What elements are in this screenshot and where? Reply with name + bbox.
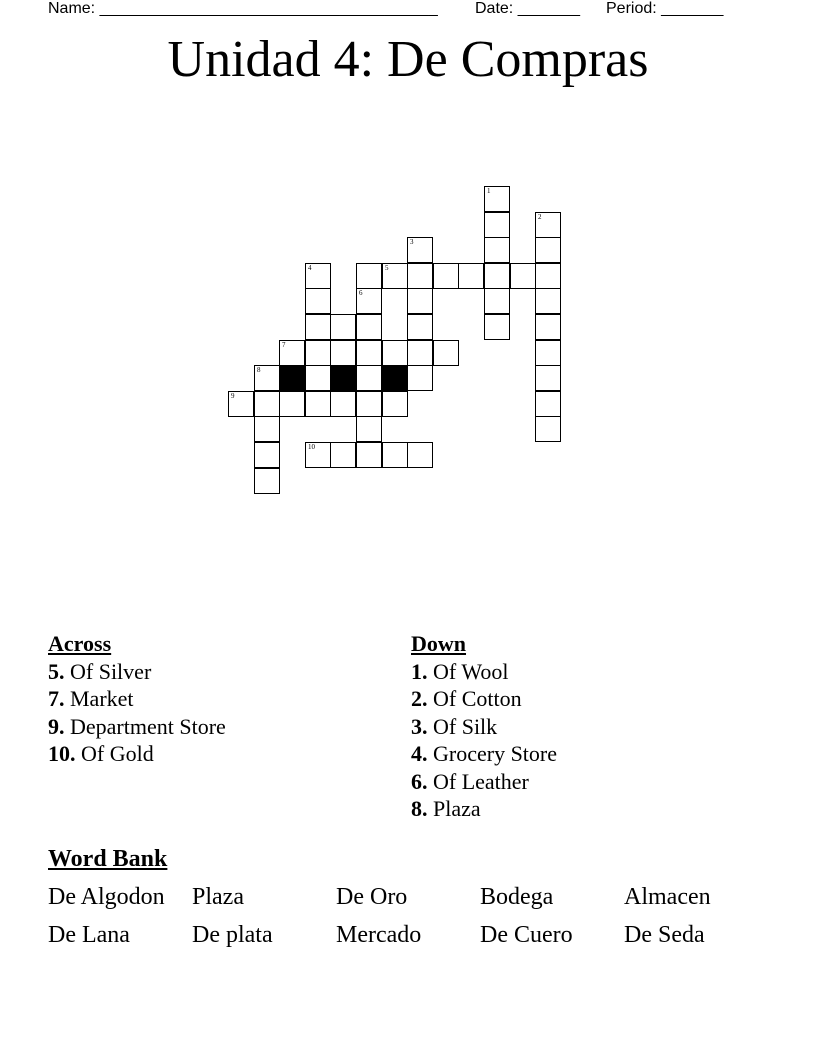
crossword-cell[interactable] <box>407 263 433 289</box>
crossword-cell[interactable] <box>254 468 280 494</box>
down-clues <box>411 630 557 823</box>
crossword-cell[interactable] <box>484 212 510 238</box>
crossword-cell[interactable] <box>407 365 433 391</box>
crossword-cell[interactable] <box>535 340 561 366</box>
crossword-cell[interactable] <box>535 365 561 391</box>
clue-down-8: 8. Plaza <box>411 796 481 821</box>
clue-number: 5 <box>385 264 389 272</box>
crossword-cell[interactable] <box>254 442 280 468</box>
crossword-cell[interactable] <box>535 212 561 238</box>
crossword-cell[interactable] <box>279 391 305 417</box>
crossword-cell[interactable] <box>356 442 382 468</box>
crossword-cell[interactable] <box>305 442 331 468</box>
crossword-black-cell <box>330 365 356 391</box>
word-bank-item: Bodega <box>480 884 554 910</box>
crossword-cell[interactable] <box>356 288 382 314</box>
clue-across-5: 5. Of Silver <box>48 658 152 684</box>
crossword-cell[interactable] <box>279 340 305 366</box>
word-bank-item: De Algodon <box>48 884 165 910</box>
word-bank-item: Plaza <box>192 884 244 910</box>
crossword-cell[interactable] <box>330 442 356 468</box>
page-title: Unidad 4: De Compras <box>167 31 649 88</box>
crossword-cell[interactable] <box>382 442 408 468</box>
crossword-cell[interactable] <box>433 263 459 289</box>
name-field-label: Name: ______________________________________ <box>48 0 438 17</box>
crossword-cell[interactable] <box>407 340 433 366</box>
crossword-cell[interactable] <box>382 340 408 366</box>
date-field-label: Date: _______ <box>475 0 580 17</box>
word-bank-item: De Cuero <box>480 922 573 948</box>
clue-across-7: 7. Market <box>48 686 134 711</box>
clue-number: 1 <box>487 187 491 195</box>
word-bank-title: Word Bank <box>48 846 168 872</box>
clue-down-3: 3. Of Silk <box>411 713 498 739</box>
crossword-cell[interactable] <box>484 186 510 212</box>
crossword-cell[interactable] <box>382 391 408 417</box>
word-bank-item: De Oro <box>336 884 408 910</box>
down-heading: Down <box>411 631 467 656</box>
clue-down-6: 6. Of Leather <box>411 768 529 794</box>
clue-number: 10 <box>308 443 315 451</box>
crossword-cell[interactable] <box>535 314 561 340</box>
crossword-cell[interactable] <box>535 288 561 314</box>
clue-number: 2 <box>538 213 542 221</box>
crossword-cell[interactable] <box>254 365 280 391</box>
crossword-cell[interactable] <box>433 340 459 366</box>
crossword-cell[interactable] <box>330 340 356 366</box>
crossword-black-cell <box>382 365 408 391</box>
crossword-cell[interactable] <box>484 237 510 263</box>
word-bank-item: De Seda <box>624 922 705 948</box>
word-bank-item: Mercado <box>336 922 422 948</box>
crossword-cell[interactable] <box>305 263 331 289</box>
crossword-cell[interactable] <box>305 340 331 366</box>
crossword-cell[interactable] <box>382 263 408 289</box>
crossword-cell[interactable] <box>535 237 561 263</box>
crossword-black-cell <box>279 365 305 391</box>
crossword-cell[interactable] <box>510 263 536 289</box>
crossword-cell[interactable] <box>356 416 382 442</box>
crossword-cell[interactable] <box>254 391 280 417</box>
clue-number: 3 <box>410 238 414 246</box>
crossword-cell[interactable] <box>356 263 382 289</box>
crossword-cell[interactable] <box>535 263 561 289</box>
crossword-cell[interactable] <box>535 391 561 417</box>
crossword-cell[interactable] <box>305 314 331 340</box>
crossword-cell[interactable] <box>356 340 382 366</box>
crossword-cell[interactable] <box>407 288 433 314</box>
crossword-cell[interactable] <box>356 365 382 391</box>
word-bank-item: De plata <box>192 922 273 948</box>
clue-down-1: 1. Of Wool <box>411 658 509 684</box>
crossword-cell[interactable] <box>356 314 382 340</box>
crossword-cell[interactable] <box>254 416 280 442</box>
clue-number: 7 <box>282 341 286 349</box>
crossword-cell[interactable] <box>535 416 561 442</box>
clue-across-10: 10. Of Gold <box>48 741 154 766</box>
word-bank-item: Almacen <box>624 884 711 910</box>
crossword-cell[interactable] <box>484 288 510 314</box>
clue-down-2: 2. Of Cotton <box>411 686 522 711</box>
clue-across-9: 9. Department Store <box>48 713 226 739</box>
crossword-cell[interactable] <box>484 263 510 289</box>
crossword-cell[interactable] <box>228 391 254 417</box>
period-field-label: Period: _______ <box>606 0 724 17</box>
crossword-cell[interactable] <box>305 288 331 314</box>
word-bank-item: De Lana <box>48 922 130 948</box>
clue-down-4: 4. Grocery Store <box>411 741 558 766</box>
clue-number: 4 <box>308 264 312 272</box>
crossword-cell[interactable] <box>407 237 433 263</box>
crossword-cell[interactable] <box>330 391 356 417</box>
crossword-cell[interactable] <box>458 263 484 289</box>
clue-number: 9 <box>231 392 235 400</box>
crossword-cell[interactable] <box>330 314 356 340</box>
across-heading: Across <box>48 631 112 656</box>
crossword-cell[interactable] <box>407 314 433 340</box>
crossword-cell[interactable] <box>305 365 331 391</box>
across-clues <box>48 630 226 768</box>
crossword-cell[interactable] <box>484 314 510 340</box>
clue-number: 8 <box>257 366 261 374</box>
crossword-cell[interactable] <box>407 442 433 468</box>
crossword-cell[interactable] <box>305 391 331 417</box>
crossword-cell[interactable] <box>356 391 382 417</box>
clue-number: 6 <box>359 289 363 297</box>
